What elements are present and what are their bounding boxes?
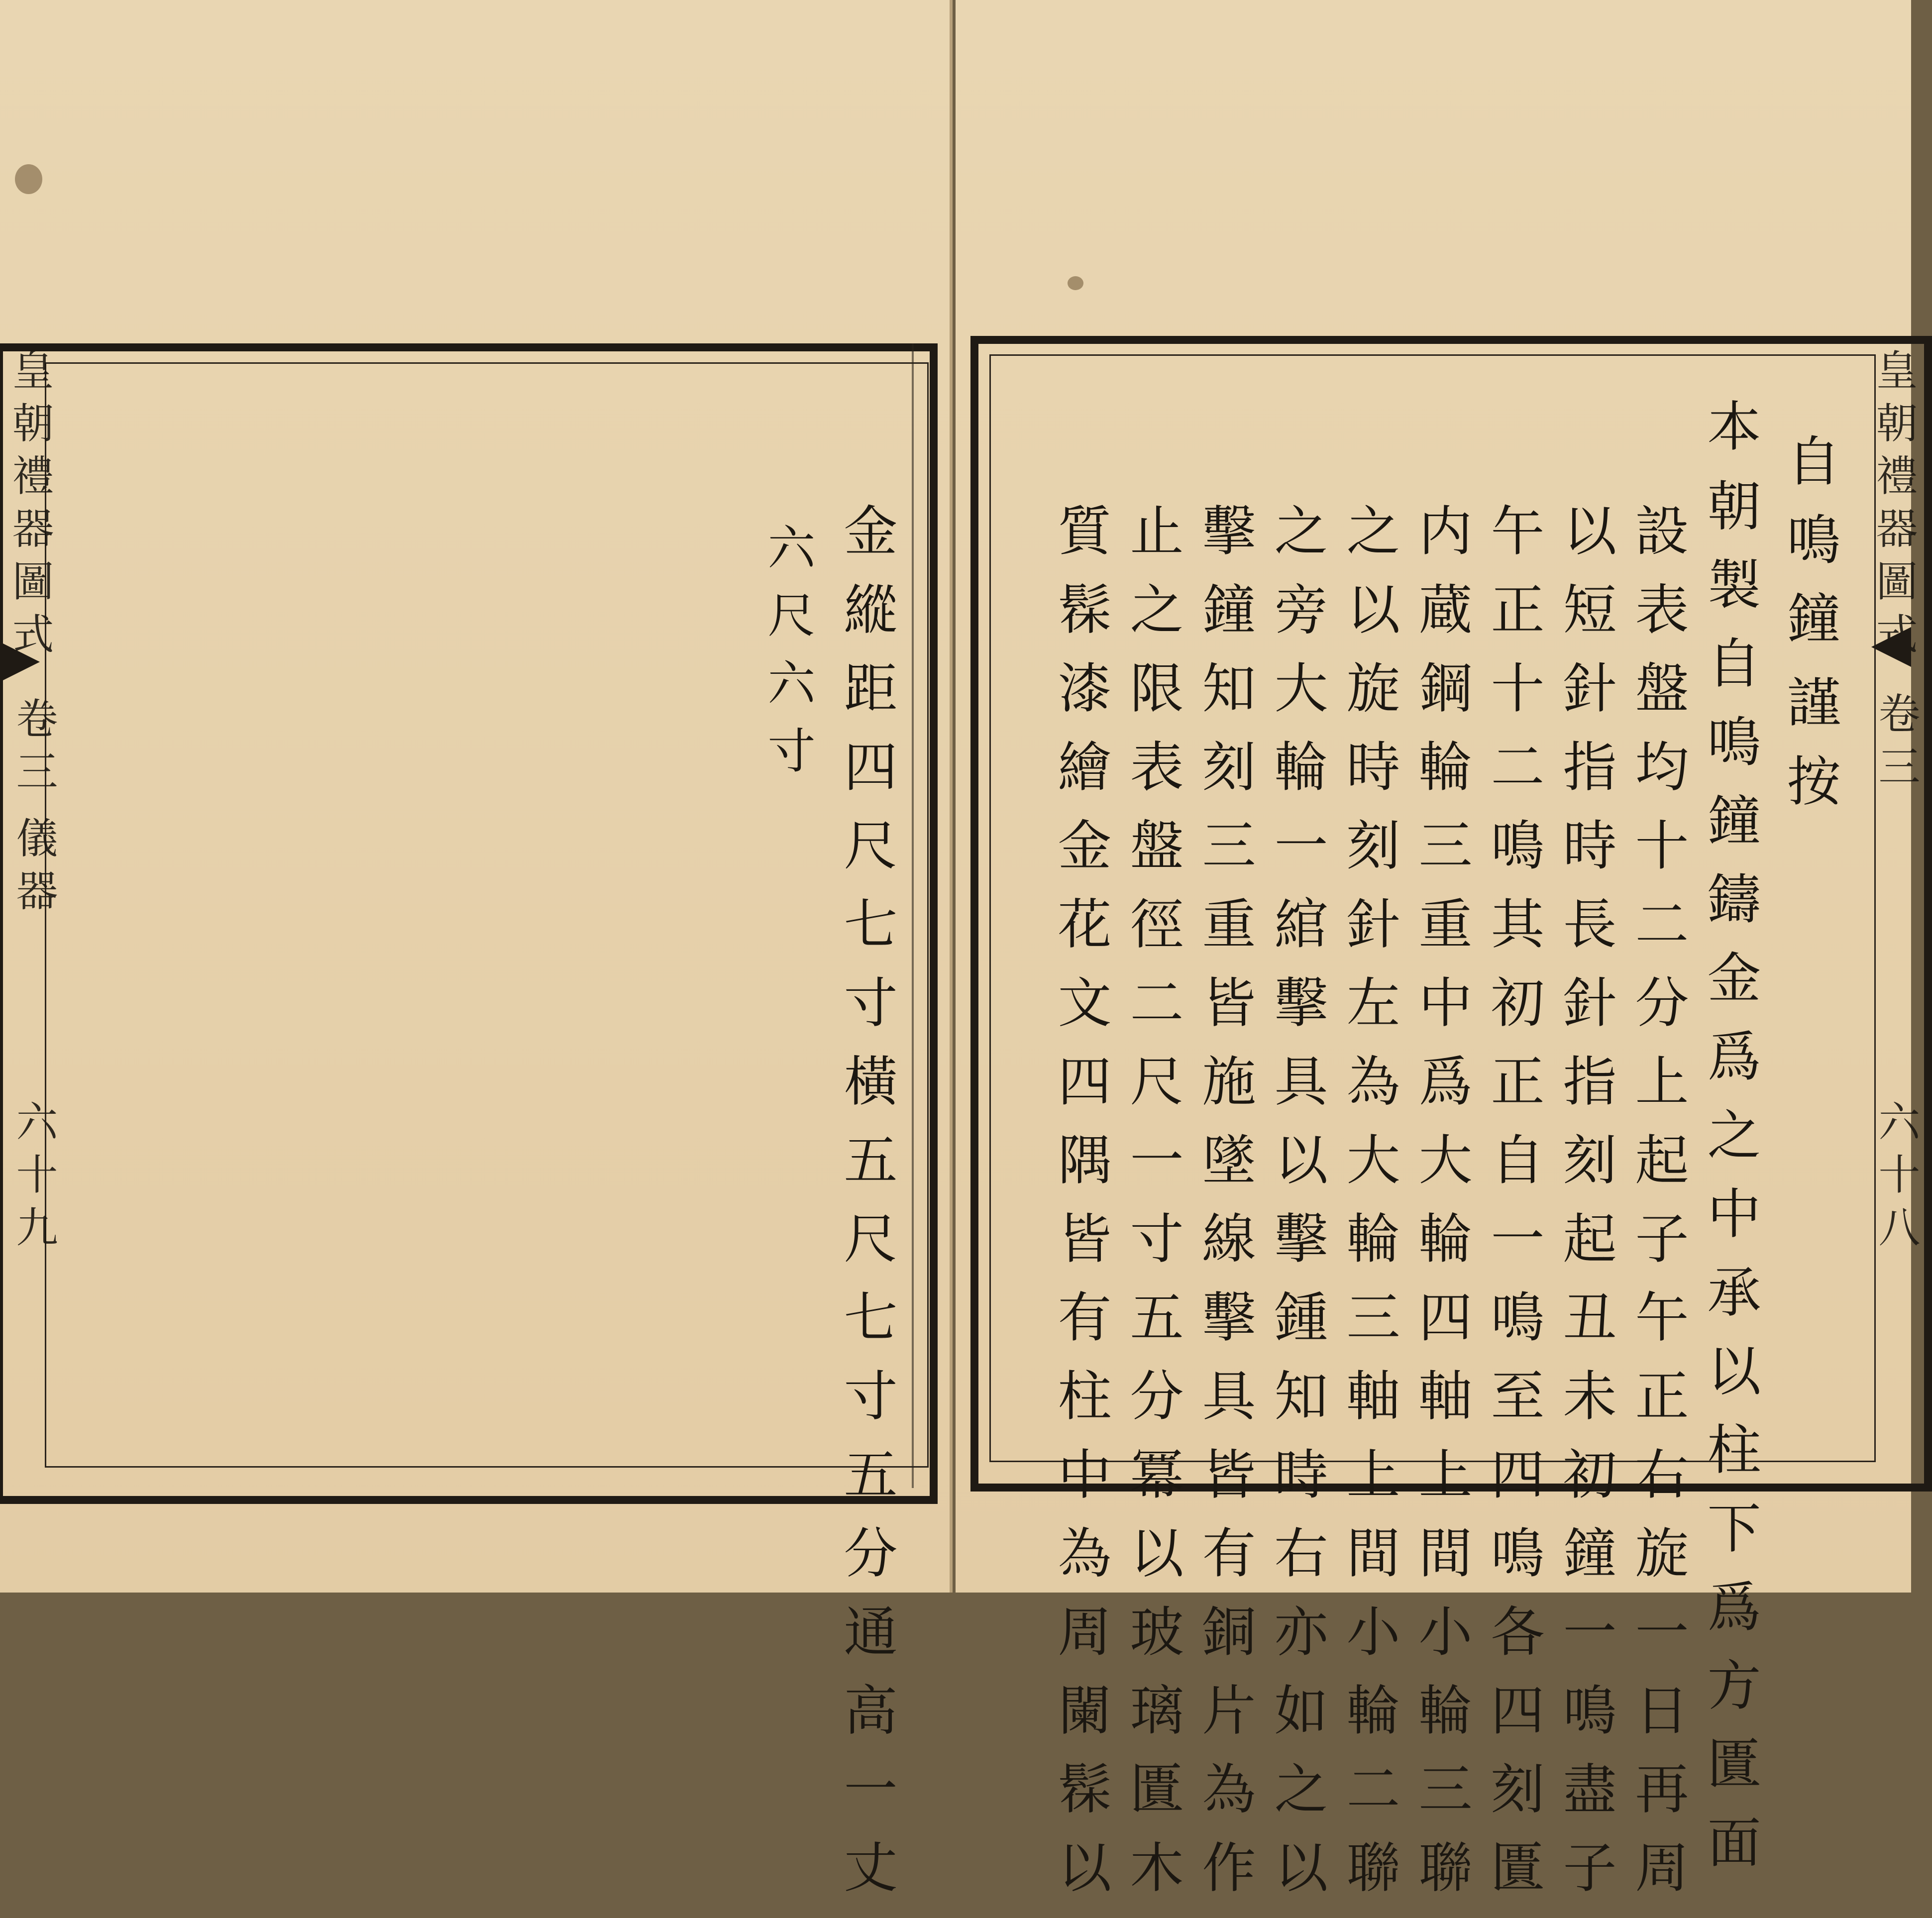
fishtail-mark <box>0 642 40 682</box>
ink-spot <box>15 164 42 194</box>
right-edge-volume: 卷三 <box>1872 692 1921 797</box>
left-edge-section: 儀器 <box>9 816 58 922</box>
ink-spot <box>1068 276 1083 290</box>
text-column: 設表盤均十二分上起子午正右旋一日再周 <box>1626 503 1688 1918</box>
margin-rule <box>912 343 914 1488</box>
right-page <box>956 0 1921 1918</box>
text-column: 之以旋時刻針左為大輪三軸上間小輪二聯 <box>1337 503 1399 1918</box>
text-column: 以短針指時長針指刻起丑未初鐘一鳴盡子 <box>1554 503 1616 1918</box>
text-column: 擊鐘知刻三重皆施墜線擊具皆有銅片為作 <box>1193 503 1255 1918</box>
heading-title: 自鳴鐘 <box>1778 433 1840 669</box>
left-page <box>0 0 953 1918</box>
fishtail-mark <box>1871 627 1911 667</box>
right-edge-folio: 六十八 <box>1872 1100 1921 1258</box>
left-edge-volume: 卷三 <box>9 697 58 802</box>
text-column: 六尺六寸 <box>760 523 816 793</box>
text-column: 止之限表盤徑二尺一寸五分冪以玻璃匱木 <box>1121 503 1183 1918</box>
left-edge-title: 皇朝禮器圖式 <box>5 348 54 665</box>
text-column: 金縱距四尺七寸橫五尺七寸五分通高一丈 <box>835 503 897 1918</box>
text-column: 本 <box>1698 398 1760 477</box>
right-edge-title: 皇朝禮器圖式 <box>1869 348 1918 665</box>
left-edge-folio: 六十九 <box>9 1100 58 1258</box>
heading-note: 謹按 <box>1778 674 1840 832</box>
text-column: 質髹漆繪金花文四隅皆有柱中為周闌髹以 <box>1049 503 1111 1918</box>
text-column: 之旁大輪一綰擊具以擊鍾知時右亦如之以 <box>1265 503 1327 1918</box>
text-column: 内蔵鋼輪三重中爲大輪四軸上間小輪三聯 <box>1409 503 1472 1918</box>
text-column: 朝製自鳴鐘鑄金爲之中承以柱下爲方匱面 <box>1698 478 1760 1893</box>
text-column: 午正十二鳴其初正自一鳴至四鳴各四刻匱 <box>1482 503 1544 1918</box>
